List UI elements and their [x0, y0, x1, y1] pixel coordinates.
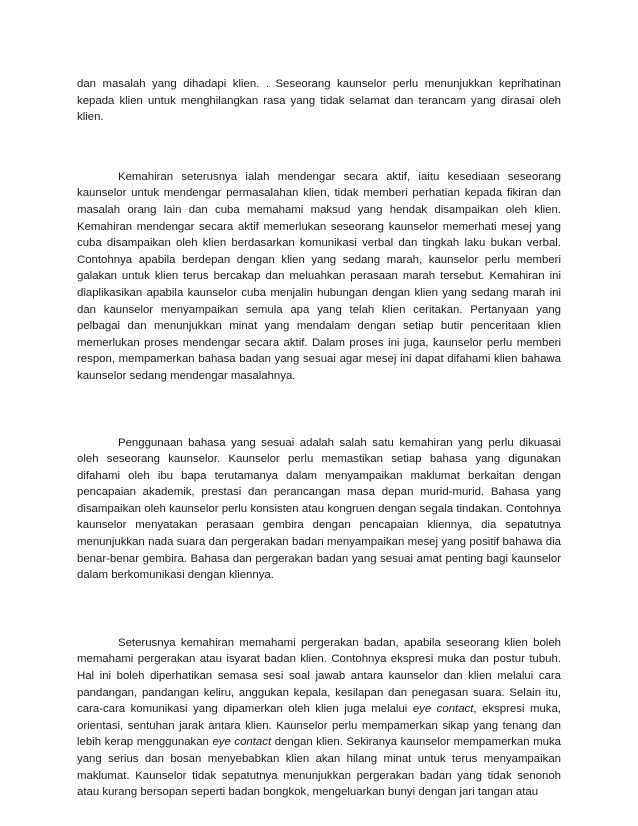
paragraph-3: Penggunaan bahasa yang sesuai adalah salah satu kemahiran yang perlu dikuasai oleh seseorang kaunselor. Kaunselor perlu memastikan setiap bahasa yang digunakan difahami oleh ibu bapa terutamanya dalam menyampaikan maklumat berkaitan dengan pencapaian akademik, prestasi dan perancangan masa depan murid-murid. Bahasa yang disampaikan oleh kaunselor perlu konsisten atau kongruen dengan segala tindakan. Contohnya kaunselor menyatakan perasaan gembira dengan pencapaian kliennya, dia sepatutnya menunjukkan nada suara dan pergerakan badan menyampaikan mesej yang positif bahawa dia benar-benar gembira. Bahasa dan pergerakan badan yang sesuai amat penting bagi kaunselor dalam berkomunikasi dengan kliennya. — [77, 436, 561, 582]
paragraph-4-part-a: Seterusnya kemahiran memahami pergerakan badan, apabila seseorang klien boleh memahami pergerakan atau isyarat badan klien. Contohnya ekspresi muka dan postur tubuh. Hal ini boleh diperhatikan semasa sesi soal jawab antara kaunselor dan klien melalui cara pandangan, pandangan keliru, anggukan kepala, kesilapan dan penegasan suara. Selain itu, cara-cara komunikasi yang dipamerkan oleh klien juga melalui — [77, 636, 561, 716]
paragraph-4 — [77, 635, 561, 801]
document-page — [77, 76, 561, 801]
paragraph-4-emphasis-1: eye contact — [412, 703, 474, 716]
paragraph-2: Kemahiran seterusnya ialah mendengar secara aktif, iaitu kesediaan seseorang kaunselor untuk mendengar permasalahan klien, tidak memberi perhatian kepada fikiran dan masalah orang lain dan cuba memahami maksud yang hendak disampaikan oleh klien. Kemahiran mendengar secara aktif memerlukan seseorang kaunselor memerhati mesej yang cuba disampaikan oleh klien berdasarkan komunikasi verbal dan tingkah laku bukan verbal. Contohnya apabila berdepan dengan klien yang sedang marah, kaunselor perlu memberi galakan untuk klien terus bercakap dan meluahkan perasaan marah tersebut. Kemahiran ini diaplikasikan apabila kaunselor cuba menjalin hubungan dengan klien yang sedang marah ini dan kaunselor menyampaikan semula apa yang telah klien ceritakan. Pertanyaan yang pelbagai dan menunjukkan minat yang mendalam dengan setiap butir penceritaan klien memerlukan proses mendengar secara aktif. Dalam proses ini juga, kaunselor perlu memberi respon, mempamerkan bahasa badan yang sesuai agar mesej ini dapat difahami klien bahawa kaunselor sedang mendengar masalahnya. — [77, 170, 561, 382]
paragraph-4-part-b: , ekspresi muka, orientasi, sentuhan jarak antara klien. Kaunselor perlu mempamerkan sikap yang tenang dan lebih kerap menggunakan — [77, 703, 562, 749]
paragraph-1: dan masalah yang dihadapi klien. . Seseorang kaunselor perlu menunjukkan keprihatinan kepada klien untuk menghilangkan rasa yang tidak selamat dan terancam yang dirasai oleh klien. — [77, 78, 561, 124]
paragraph-4-emphasis-2: eye contact — [212, 736, 272, 749]
paragraph-4-part-c: dengan klien. Sekiranya kaunselor mempamerkan muka yang serius dan bosan menyebabkan klien akan hilang minat untuk terus menyampaikan maklumat. Kaunselor tidak sepatutnya menunjukkan pergerakan badan yang tidak senonoh atau kurang bersopan seperti badan bongkok, mengeluarkan bunyi dengan jari tangan atau — [77, 736, 561, 799]
